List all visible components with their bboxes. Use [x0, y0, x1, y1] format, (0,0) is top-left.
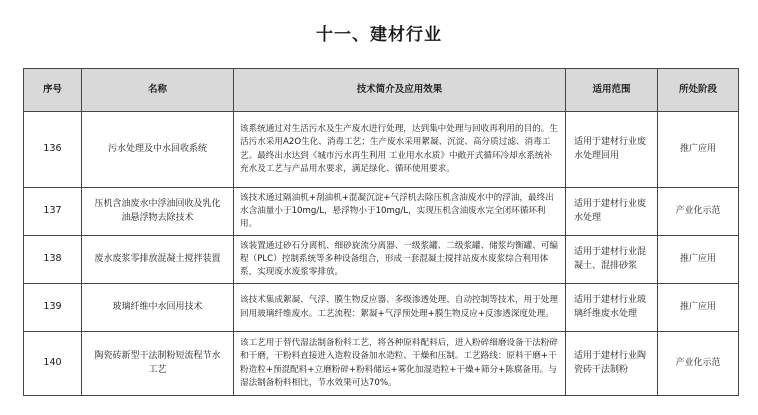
row-scope: 适用于建材行业废水处理回用	[566, 112, 658, 188]
row-name: 污水处理及中水回收系统	[82, 112, 234, 188]
table-row	[24, 332, 739, 396]
row-name: 陶瓷砖新型干法制粉短流程节水工艺	[82, 332, 234, 396]
table-row	[24, 236, 739, 284]
technology-table	[23, 68, 739, 396]
header-name: 名称	[82, 69, 234, 112]
row-scope: 适用于建材行业陶瓷砖干法制粉	[566, 332, 658, 396]
header-scope: 适用范围	[566, 69, 658, 112]
row-stage: 产业化示范	[658, 188, 739, 236]
row-desc: 该装置通过砂石分离机、细砂旋流分离器、一级浆罐、二级浆罐、储浆均衡罐、可编程（PLC）控制系统等多种设备组合，形成一套混凝土搅拌站废水废浆综合利用体系，实现废水废浆零排放。	[234, 236, 566, 284]
row-seq: 139	[24, 284, 82, 332]
row-name: 压机含油废水中浮油回收及乳化油悬浮物去除技术	[82, 188, 234, 236]
table-row	[24, 112, 739, 188]
row-desc: 该技术集成絮凝、气浮、膜生物反应器、多级渗透处理、自动控制等技术，用于处理回用玻璃纤维废水。工艺流程：絮凝+气浮预处理+膜生物反应+反渗透深度处理。	[234, 284, 566, 332]
row-stage: 推广应用	[658, 236, 739, 284]
row-seq: 136	[24, 112, 82, 188]
row-name: 废水废浆零排放混凝土搅拌装置	[82, 236, 234, 284]
row-scope: 适用于建材行业废水处理	[566, 188, 658, 236]
page-title: 十一、建材行业	[316, 25, 442, 45]
row-stage: 产业化示范	[658, 332, 739, 396]
header-stage: 所处阶段	[658, 69, 739, 112]
row-desc: 该系统通过对生活污水及生产废水进行处理，达到集中处理与回收再利用的目的。生活污水采用A2O生化、消毒工艺；生产废水采用絮凝、沉淀、高分质过滤、消毒工艺。最终出水达到《城市污水再生利用 工业用水水质》中敞开式循环冷却水系统补充水及工艺与产品用水要求，满足绿化、循环使用要求。	[234, 112, 566, 188]
table-row	[24, 284, 739, 332]
row-seq: 138	[24, 236, 82, 284]
row-seq: 140	[24, 332, 82, 396]
row-stage: 推广应用	[658, 284, 739, 332]
row-desc: 该工艺用于替代湿法制备粉料工艺，将各种原料配料后，进入粉碎细磨设备干法粉碎和干磨，干粉料直接进入造粒设备加水造粒、干燥和压制。工艺路线：原料干磨+干粉造粒+预混配料+立磨粉碎+粉料储运+雾化加湿造粒+干燥+筛分+陈腐备用。与湿法制备粉料相比，节水效果可达70%。	[234, 332, 566, 396]
row-stage: 推广应用	[658, 112, 739, 188]
row-seq: 137	[24, 188, 82, 236]
header-desc: 技术简介及应用效果	[234, 69, 566, 112]
header-seq: 序号	[24, 69, 82, 112]
row-scope: 适用于建材行业玻璃纤维废水处理	[566, 284, 658, 332]
row-name: 玻璃纤维中水回用技术	[82, 284, 234, 332]
row-scope: 适用于建材行业混凝土、混排砂浆	[566, 236, 658, 284]
table-header-row	[24, 69, 739, 112]
table-row	[24, 188, 739, 236]
row-desc: 该技术通过隔油机+刮油机+混凝沉淀+气浮机去除压机含油废水中的浮油，最终出水含油量小于10mg/L，悬浮物小于10mg/L，实现压机含油废水完全闭环循环利用。	[234, 188, 566, 236]
